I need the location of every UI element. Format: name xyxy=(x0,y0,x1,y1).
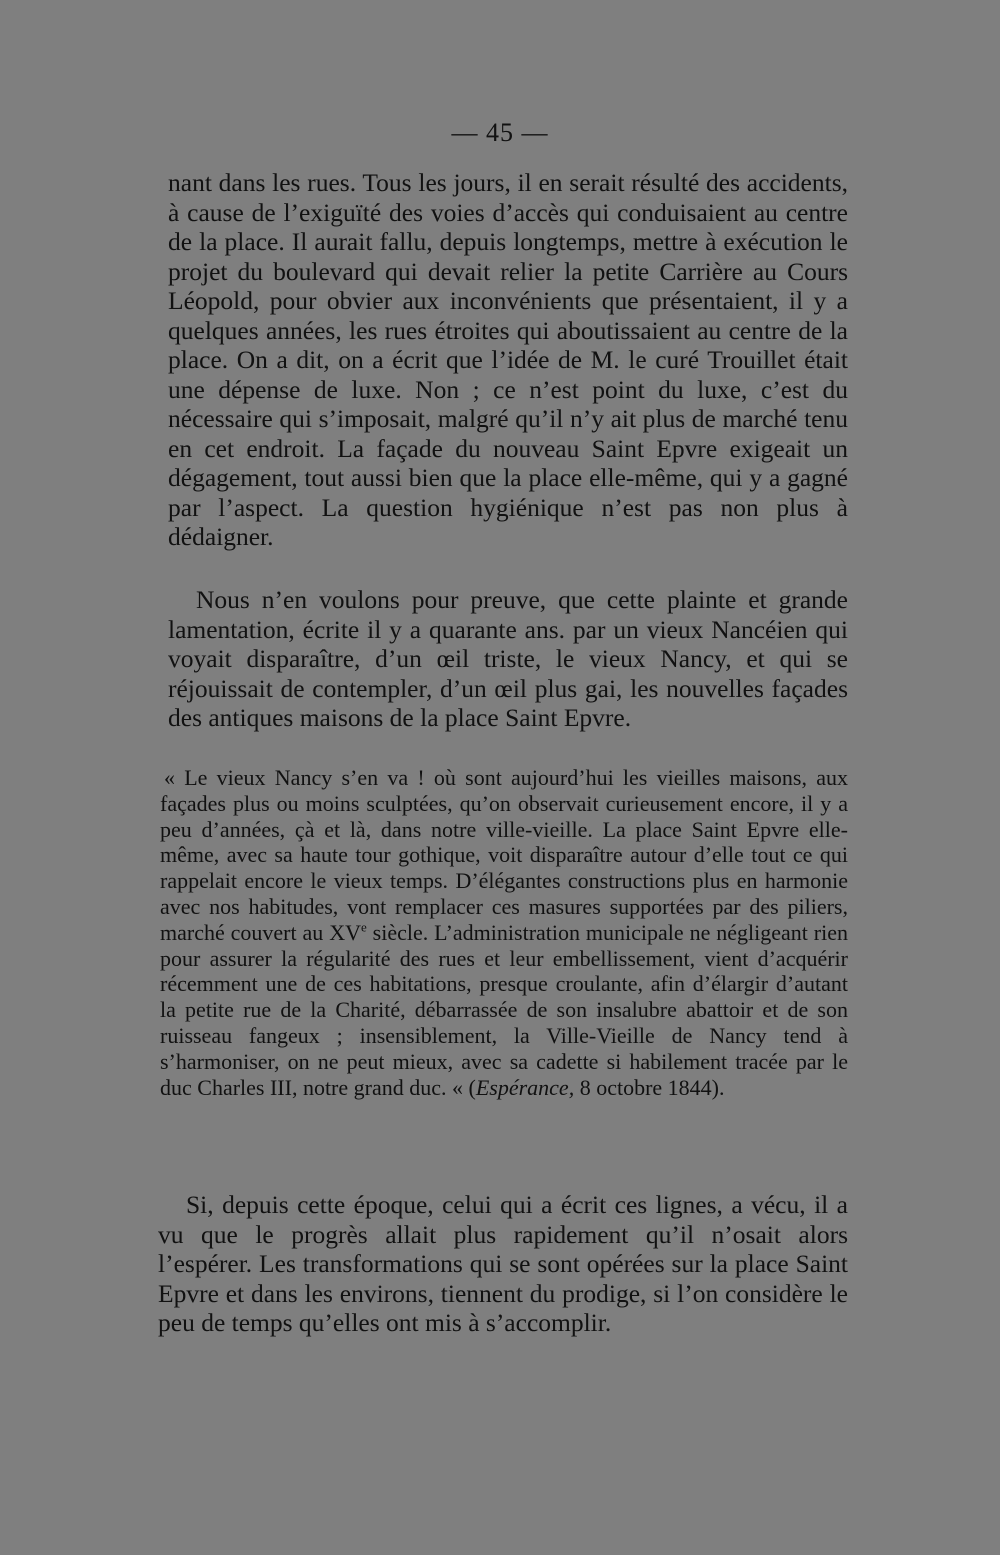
paragraph-2 xyxy=(168,585,848,733)
quote-text-part-2: siècle. L’administration municipale ne négligeant rien pour assurer la régularité des rues et leur embellissement, vient d’acquérir récemment une de ces habitations, presque croulante, afin d’élargir d’autant la petite rue de la Charité, débarrassée de son insalubre abattoir et de son ruisseau fangeux ; insensiblement, la Ville-Vieille de Nancy tend à s’harmoniser, on ne peut mieux, avec sa cadette si habilement tracée par le duc Charles III, notre grand duc. « ( xyxy=(160,919,848,1100)
paragraph-2-text: Nous n’en voulons pour preuve, que cette plainte et grande lamentation, écrite il y a quarante ans. par un vieux Nancéien qui voyait disparaître, d’un œil triste, le vieux Nancy, et qui se réjouissait de contempler, d’un œil plus gai, les nouvelles façades des antiques maisons de la place Saint Epvre. xyxy=(168,585,848,732)
quoted-passage-text xyxy=(160,765,848,1100)
paragraph-1 xyxy=(168,168,848,552)
quote-text-part-1: « Le vieux Nancy s’en va ! où sont aujourd’hui les vieilles maisons, aux façades plus ou moins sculptées, qu’on observait curieusement encore, il y a peu d’années, çà et là, dans notre ville-vieille. La place Saint Epvre elle-même, avec sa haute tour gothique, voit disparaître autour d’elle tout ce qui rappelait encore le vieux temps. D’élégantes constructions plus en harmonie avec nos habitudes, vont remplacer ces masures supportées par des piliers, marché couvert au XV xyxy=(160,765,848,945)
quote-source-title: Espérance, xyxy=(475,1074,575,1100)
century-superscript: e xyxy=(360,919,367,935)
paragraph-3 xyxy=(158,1190,848,1338)
paragraph-3-text: Si, depuis cette époque, celui qui a écrit ces lignes, a vécu, il a vu que le progrès allait plus rapidement qu’il n’osait alors l’espérer. Les transformations qui se sont opérées sur la place Saint Epvre et dans les environs, tiennent du prodige, si l’on considère le peu de temps qu’elles ont mis à s’accomplir. xyxy=(158,1190,848,1337)
quoted-passage xyxy=(160,765,848,1100)
paragraph-1-text: nant dans les rues. Tous les jours, il en serait résulté des accidents, à cause de l’exiguïté des voies d’accès qui conduisaient au centre de la place. Il aurait fallu, depuis longtemps, mettre à exécution le projet du boulevard qui devait relier la petite Carrière au Cours Léopold, pour obvier aux inconvénients que présentaient, il y a quelques années, les rues étroites qui aboutissaient au centre de la place. On a dit, on a écrit que l’idée de M. le curé Trouillet était une dépense de luxe. Non ; ce n’est point du luxe, c’est du nécessaire qui s’imposait, malgré qu’il n’y ait plus de marché tenu en cet endroit. La façade du nouveau Saint Epvre exigeait un dégagement, tout aussi bien que la place elle-même, qui y a gagné par l’aspect. La question hygiénique n’est pas non plus à dédaigner. xyxy=(168,168,848,551)
quote-text-part-3: 8 octobre 1844). xyxy=(574,1074,725,1100)
page-number: — 45 — xyxy=(451,118,549,147)
